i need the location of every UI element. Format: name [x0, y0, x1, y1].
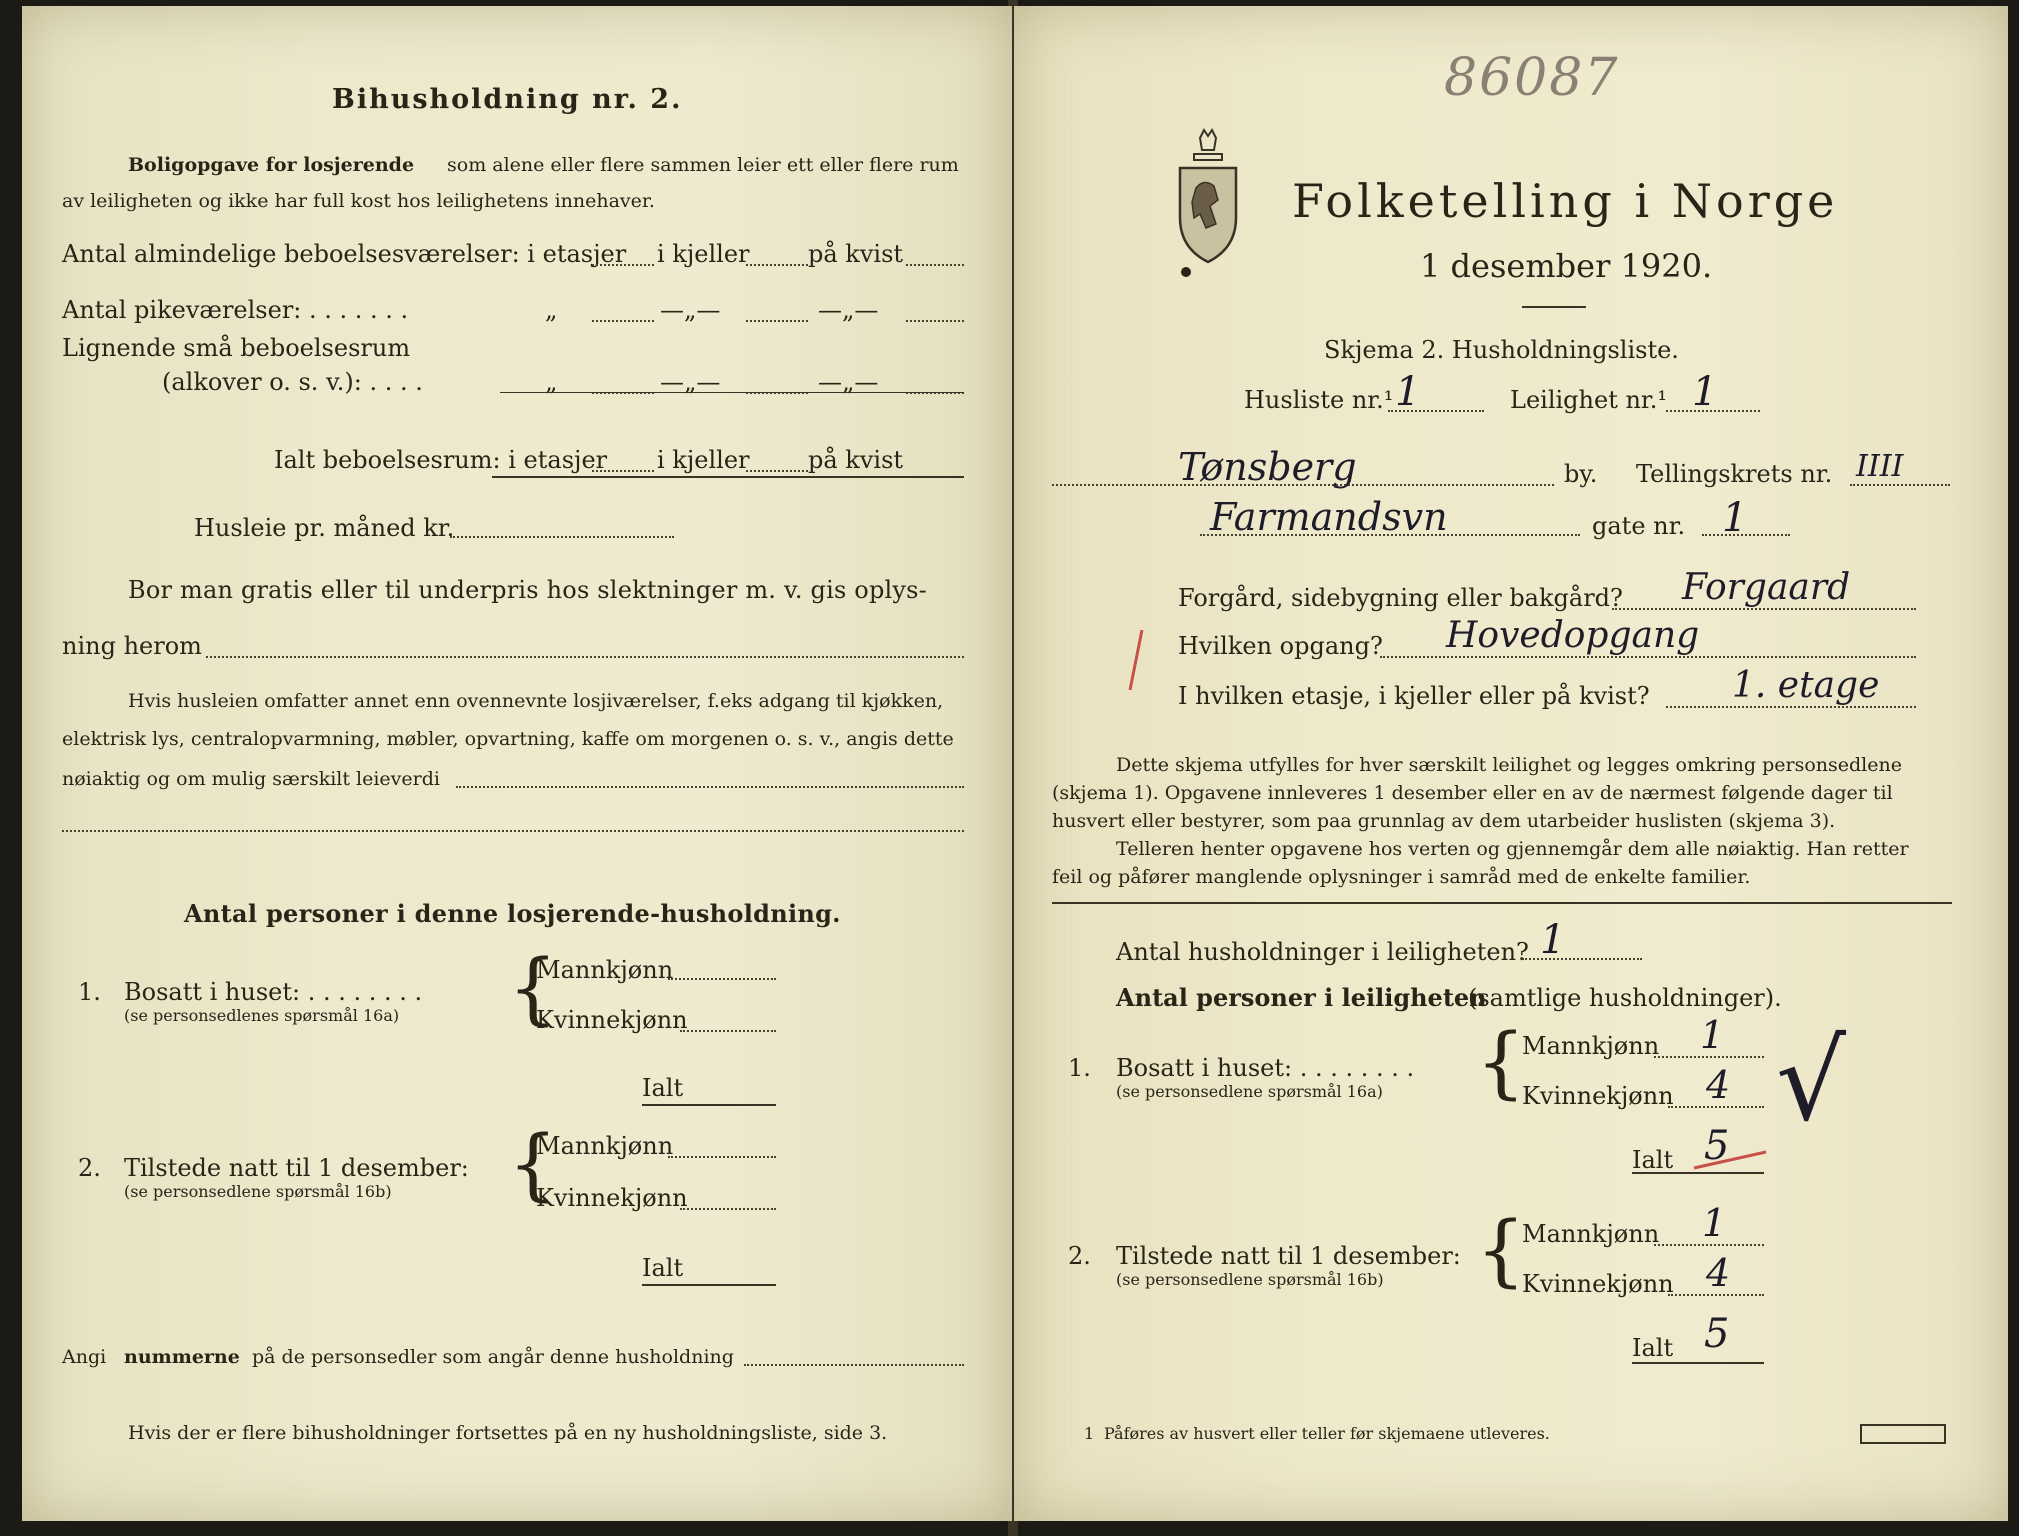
left-q1-num: 1. [78, 978, 101, 1006]
right-date: 1 desember 1920. [1420, 247, 1713, 285]
left-footer: Hvis der er flere bihusholdninger fortsettes på en ny husholdningsliste, side 3. [128, 1422, 888, 1444]
by-label: by. [1564, 460, 1598, 488]
gate-label: gate nr. [1592, 512, 1686, 540]
rooms-etasjer-line [592, 264, 654, 266]
right-q2-kvinne-value: 4 [1706, 1251, 1731, 1295]
left-q2-num: 2. [78, 1154, 101, 1182]
left-q2-ialt-rule [642, 1284, 776, 1286]
left-q1-ialt-rule [642, 1104, 776, 1106]
angi-line [744, 1364, 964, 1366]
left-title: Bihusholdning nr. 2. [332, 84, 683, 115]
households-value: 1 [1540, 917, 1566, 963]
rooms-kvist: på kvist [808, 240, 904, 268]
right-q2-label: Tilstede natt til 1 desember: [1116, 1242, 1461, 1270]
left-page [22, 6, 1012, 1521]
coat-of-arms-icon [1170, 128, 1246, 278]
ialt-kjeller: i kjeller [657, 446, 750, 474]
left-q2-kvinne: Kvinnekjønn [536, 1184, 688, 1212]
bor-line [206, 656, 964, 658]
gate-line [1702, 534, 1790, 536]
right-q1-kvinne: Kvinnekjønn [1522, 1082, 1674, 1110]
bor-line-2: ning herom [62, 632, 202, 660]
lign-quote: „ [545, 368, 558, 396]
forgard-value: Forgaard [1682, 567, 1851, 608]
city-value: Tønsberg [1178, 445, 1357, 489]
husleie-line [450, 536, 674, 538]
pike-line-1 [592, 320, 654, 322]
lign-label-2: (alkover o. s. v.): . . . . [162, 368, 423, 396]
right-q1-kvinne-value: 4 [1706, 1063, 1731, 1107]
hvis-line-2: elektrisk lys, centralopvarmning, møbler, opvartning, kaffe om morgenen o. s. v., angis dette [62, 728, 954, 750]
leilighet-label: Leilighet nr.¹ [1510, 386, 1668, 414]
opgang-value: Hovedopgang [1446, 615, 1700, 656]
pike-quote: „ [545, 296, 558, 324]
street-value: Farmandsvn [1210, 495, 1448, 539]
left-q2-sub: (se personsedlene spørsmål 16b) [124, 1182, 392, 1201]
right-q2-mann: Mannkjønn [1522, 1220, 1660, 1248]
households-line [1522, 958, 1642, 960]
leieverdi-line [456, 786, 964, 788]
right-q2-brace: { [1476, 1206, 1526, 1296]
angi-pre: Angi [62, 1346, 107, 1368]
right-q2-kvinne: Kvinnekjønn [1522, 1270, 1674, 1298]
intro-bold: Boligopgave for losjerende [128, 154, 415, 176]
right-persons-heading-rest: (samtlige husholdninger). [1468, 984, 1782, 1012]
bor-line-1: Bor man gratis eller til underpris hos slektninger m. v. gis oplys- [128, 576, 927, 604]
left-q1-kvinne: Kvinnekjønn [536, 1006, 688, 1034]
leieverdi-line-2 [62, 830, 964, 832]
husliste-label: Husliste nr.¹ [1244, 386, 1394, 414]
left-q1-sub: (se personsedlenes spørsmål 16a) [124, 1006, 400, 1025]
instr-line-4: Telleren henter opgavene hos verten og gjennemgår dem alle nøiaktig. Han retter [1116, 838, 1909, 860]
angi-bold: nummerne [124, 1346, 240, 1368]
etasje-line [1666, 706, 1916, 708]
footnote-text: Påføres av husvert eller teller før skjemaene utleveres. [1104, 1424, 1550, 1443]
left-q1-ialt: Ialt [642, 1074, 684, 1102]
left-q2-label: Tilstede natt til 1 desember: [124, 1154, 469, 1182]
archive-number: 86087 [1444, 48, 1620, 108]
rooms-label: Antal almindelige beboelsesværelser: i etasjer [62, 240, 627, 268]
right-q2-sub: (se personsedlene spørsmål 16b) [1116, 1270, 1384, 1289]
intro-rest: som alene eller flere sammen leier ett eller flere rum [447, 154, 959, 176]
printer-stamp [1860, 1424, 1946, 1444]
lign-label-1: Lignende små beboelsesrum [62, 334, 411, 362]
street-line [1200, 534, 1580, 536]
lign-rule [500, 392, 964, 393]
rooms-kvist-line [906, 264, 964, 266]
right-q2-num: 2. [1068, 1242, 1091, 1270]
left-q2-brace: { [508, 1120, 558, 1210]
right-q2-ialt: Ialt [1632, 1334, 1674, 1362]
tellingskrets-line [1850, 484, 1950, 486]
right-q2-mann-value: 1 [1702, 1201, 1727, 1245]
right-q1-mann: Mannkjønn [1522, 1032, 1660, 1060]
red-strike-mark [1690, 1144, 1770, 1174]
left-q1-mann-line [668, 978, 776, 980]
etasje-value: 1. etage [1732, 665, 1880, 706]
ialt-label: Ialt beboelsesrum: i etasjer [274, 446, 608, 474]
instr-rule [1052, 902, 1952, 904]
right-q1-ialt: Ialt [1632, 1146, 1674, 1174]
tellingskrets-label: Tellingskrets nr. [1636, 460, 1833, 488]
forgard-label: Forgård, sidebygning eller bakgård? [1178, 584, 1623, 612]
left-q2-mann-line [668, 1156, 776, 1158]
instr-line-1: Dette skjema utfylles for hver særskilt leilighet og legges omkring personsedlene [1116, 754, 1902, 776]
rooms-kjeller-line [746, 264, 808, 266]
left-q1-mann: Mannkjønn [536, 956, 674, 984]
title-rule [1522, 306, 1586, 308]
ialt-etasjer-line [592, 470, 654, 472]
hvis-line-3: nøiaktig og om mulig særskilt leieverdi [62, 768, 440, 790]
right-q1-brace: { [1476, 1018, 1526, 1108]
ialt-kjeller-line [746, 470, 808, 472]
right-q1-num: 1. [1068, 1054, 1091, 1082]
forgard-line [1612, 608, 1916, 610]
right-q2-kvinne-line [1668, 1294, 1764, 1296]
hvis-line-1: Hvis husleien omfatter annet enn ovennevnte losjiværelser, f.eks adgang til kjøkken, [128, 690, 944, 712]
pike-line-3 [906, 320, 964, 322]
pike-dash-2: —„— [818, 296, 879, 324]
leilighet-line [1666, 410, 1760, 412]
instr-line-5: feil og påfører manglende oplysninger i samråd med de enkelte familier. [1052, 866, 1751, 888]
right-q1-mann-line [1654, 1056, 1764, 1058]
tellingskrets-value: IIII [1856, 449, 1904, 484]
right-q1-ialt-value: 5 [1704, 1123, 1730, 1169]
pike-label: Antal pikeværelser: . . . . . . . [62, 296, 409, 324]
right-q1-kvinne-line [1668, 1106, 1764, 1108]
opgang-line [1380, 656, 1916, 658]
right-q1-label: Bosatt i huset: . . . . . . . . [1116, 1054, 1415, 1082]
left-q2-mann: Mannkjønn [536, 1132, 674, 1160]
instr-line-2: (skjema 1). Opgavene innleveres 1 desember eller en av de nærmest følgende dager til [1052, 782, 1893, 804]
gate-value: 1 [1722, 495, 1748, 541]
ialt-kvist: på kvist [808, 446, 904, 474]
right-q2-mann-line [1654, 1244, 1764, 1246]
husliste-value: 1 [1395, 369, 1421, 415]
red-pencil-mark [1124, 626, 1148, 696]
husleie-label: Husleie pr. måned kr. [194, 514, 455, 542]
pike-line-2 [746, 320, 808, 322]
right-q1-sub: (se personsedlene spørsmål 16a) [1116, 1082, 1383, 1101]
check-mark: √ [1776, 1017, 1847, 1145]
pike-dash-1: —„— [660, 296, 721, 324]
opgang-label: Hvilken opgang? [1178, 632, 1383, 660]
households-label: Antal husholdninger i leiligheten? [1116, 938, 1529, 966]
left-q2-ialt: Ialt [642, 1254, 684, 1282]
footnote-num: 1 [1084, 1424, 1095, 1443]
right-persons-heading-bold: Antal personer i leiligheten [1116, 983, 1487, 1012]
leilighet-value: 1 [1692, 369, 1718, 415]
left-q1-kvinne-line [680, 1030, 776, 1032]
rooms-kjeller: i kjeller [657, 240, 750, 268]
lign-dash-2: —„— [818, 368, 879, 396]
lign-dash-1: —„— [660, 368, 721, 396]
angi-rest: på de personsedler som angår denne husholdning [252, 1346, 734, 1368]
instr-line-3: husvert eller bestyrer, som paa grunnlag av dem utarbeider huslisten (skjema 3). [1052, 810, 1836, 832]
skjema: Skjema 2. Husholdningsliste. [1324, 336, 1679, 364]
left-q1-label: Bosatt i huset: . . . . . . . . [124, 978, 423, 1006]
right-title: Folketelling i Norge [1292, 174, 1839, 228]
intro-line2: av leiligheten og ikke har full kost hos leilighetens innehaver. [62, 190, 655, 212]
city-line [1052, 484, 1554, 486]
husliste-line [1388, 410, 1484, 412]
ialt-rule [492, 476, 964, 478]
right-q2-ialt-value: 5 [1704, 1311, 1730, 1357]
left-q2-kvinne-line [680, 1208, 776, 1210]
left-q1-brace: { [508, 944, 558, 1034]
left-persons-heading: Antal personer i denne losjerende-husholdning. [184, 899, 841, 928]
right-q2-ialt-rule [1632, 1362, 1764, 1364]
right-q1-mann-value: 1 [1700, 1013, 1725, 1057]
etasje-label: I hvilken etasje, i kjeller eller på kvist? [1178, 682, 1650, 710]
